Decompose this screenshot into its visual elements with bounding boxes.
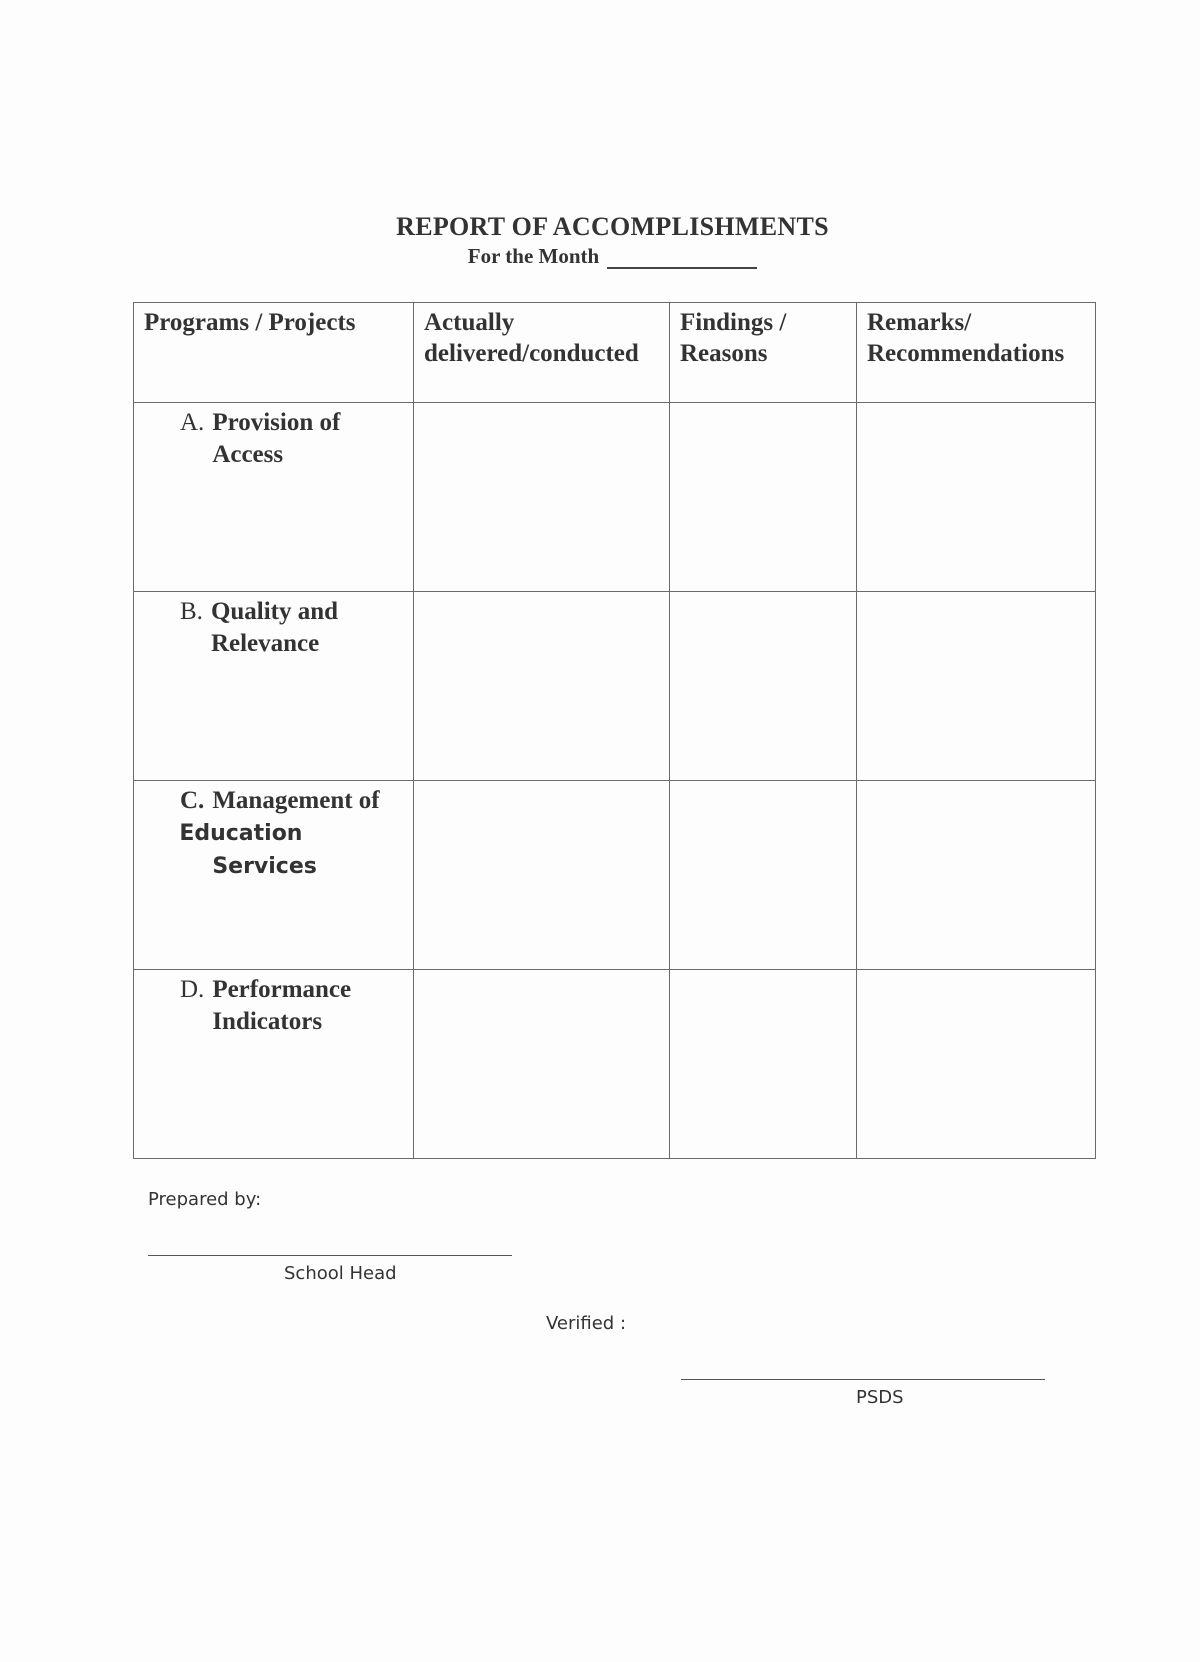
program-label (134, 403, 413, 471)
program-letter: A. (180, 409, 205, 436)
accomplishments-table (133, 302, 1096, 1159)
table-row (134, 592, 1096, 781)
program-name: Provision of Access (212, 409, 341, 468)
findings-cell[interactable] (670, 592, 857, 781)
col-programs-projects: Programs / Projects (134, 303, 414, 403)
delivered-cell[interactable] (414, 592, 670, 781)
psds-signature-line[interactable] (681, 1379, 1045, 1380)
remarks-cell[interactable] (857, 592, 1096, 781)
program-cell (134, 592, 414, 781)
program-label (134, 592, 413, 660)
remarks-cell[interactable] (857, 970, 1096, 1159)
school-head-signature-line[interactable] (148, 1255, 512, 1256)
psds-label: PSDS (856, 1387, 904, 1408)
delivered-cell[interactable] (414, 970, 670, 1159)
month-label: For the Month (467, 244, 600, 268)
delivered-cell[interactable] (414, 403, 670, 592)
month-line (468, 244, 757, 269)
col-actually-delivered: Actually delivered/conducted (414, 303, 670, 403)
table-row (134, 970, 1096, 1159)
program-name-line2: Education Services (179, 821, 317, 879)
program-name: Quality and Relevance (210, 598, 339, 657)
table-row (134, 781, 1096, 970)
program-letter: D. (180, 976, 205, 1003)
table-row (134, 403, 1096, 592)
program-cell (134, 403, 414, 592)
remarks-cell[interactable] (857, 403, 1096, 592)
remarks-cell[interactable] (857, 781, 1096, 970)
program-letter: C. (180, 787, 205, 814)
program-letter: B. (180, 598, 203, 625)
program-name: Performance Indicators (212, 976, 352, 1035)
findings-cell[interactable] (670, 781, 857, 970)
program-label (134, 781, 413, 883)
findings-cell[interactable] (670, 970, 857, 1159)
school-head-label: School Head (284, 1263, 397, 1284)
verified-label: Verified : (546, 1313, 627, 1334)
program-cell (134, 781, 414, 970)
table-header-row (134, 303, 1096, 403)
program-name (179, 785, 405, 883)
program-name-line1: Management of (212, 787, 380, 814)
title-block (0, 212, 1200, 269)
col-findings-reasons: Findings / Reasons (670, 303, 857, 403)
col-remarks-recommendations: Remarks/ Recommendations (857, 303, 1096, 403)
month-blank-field[interactable] (607, 249, 757, 269)
prepared-by-label: Prepared by: (148, 1189, 262, 1210)
report-title: REPORT OF ACCOMPLISHMENTS (396, 212, 829, 241)
program-label (134, 970, 413, 1038)
findings-cell[interactable] (670, 403, 857, 592)
delivered-cell[interactable] (414, 781, 670, 970)
program-cell (134, 970, 414, 1159)
